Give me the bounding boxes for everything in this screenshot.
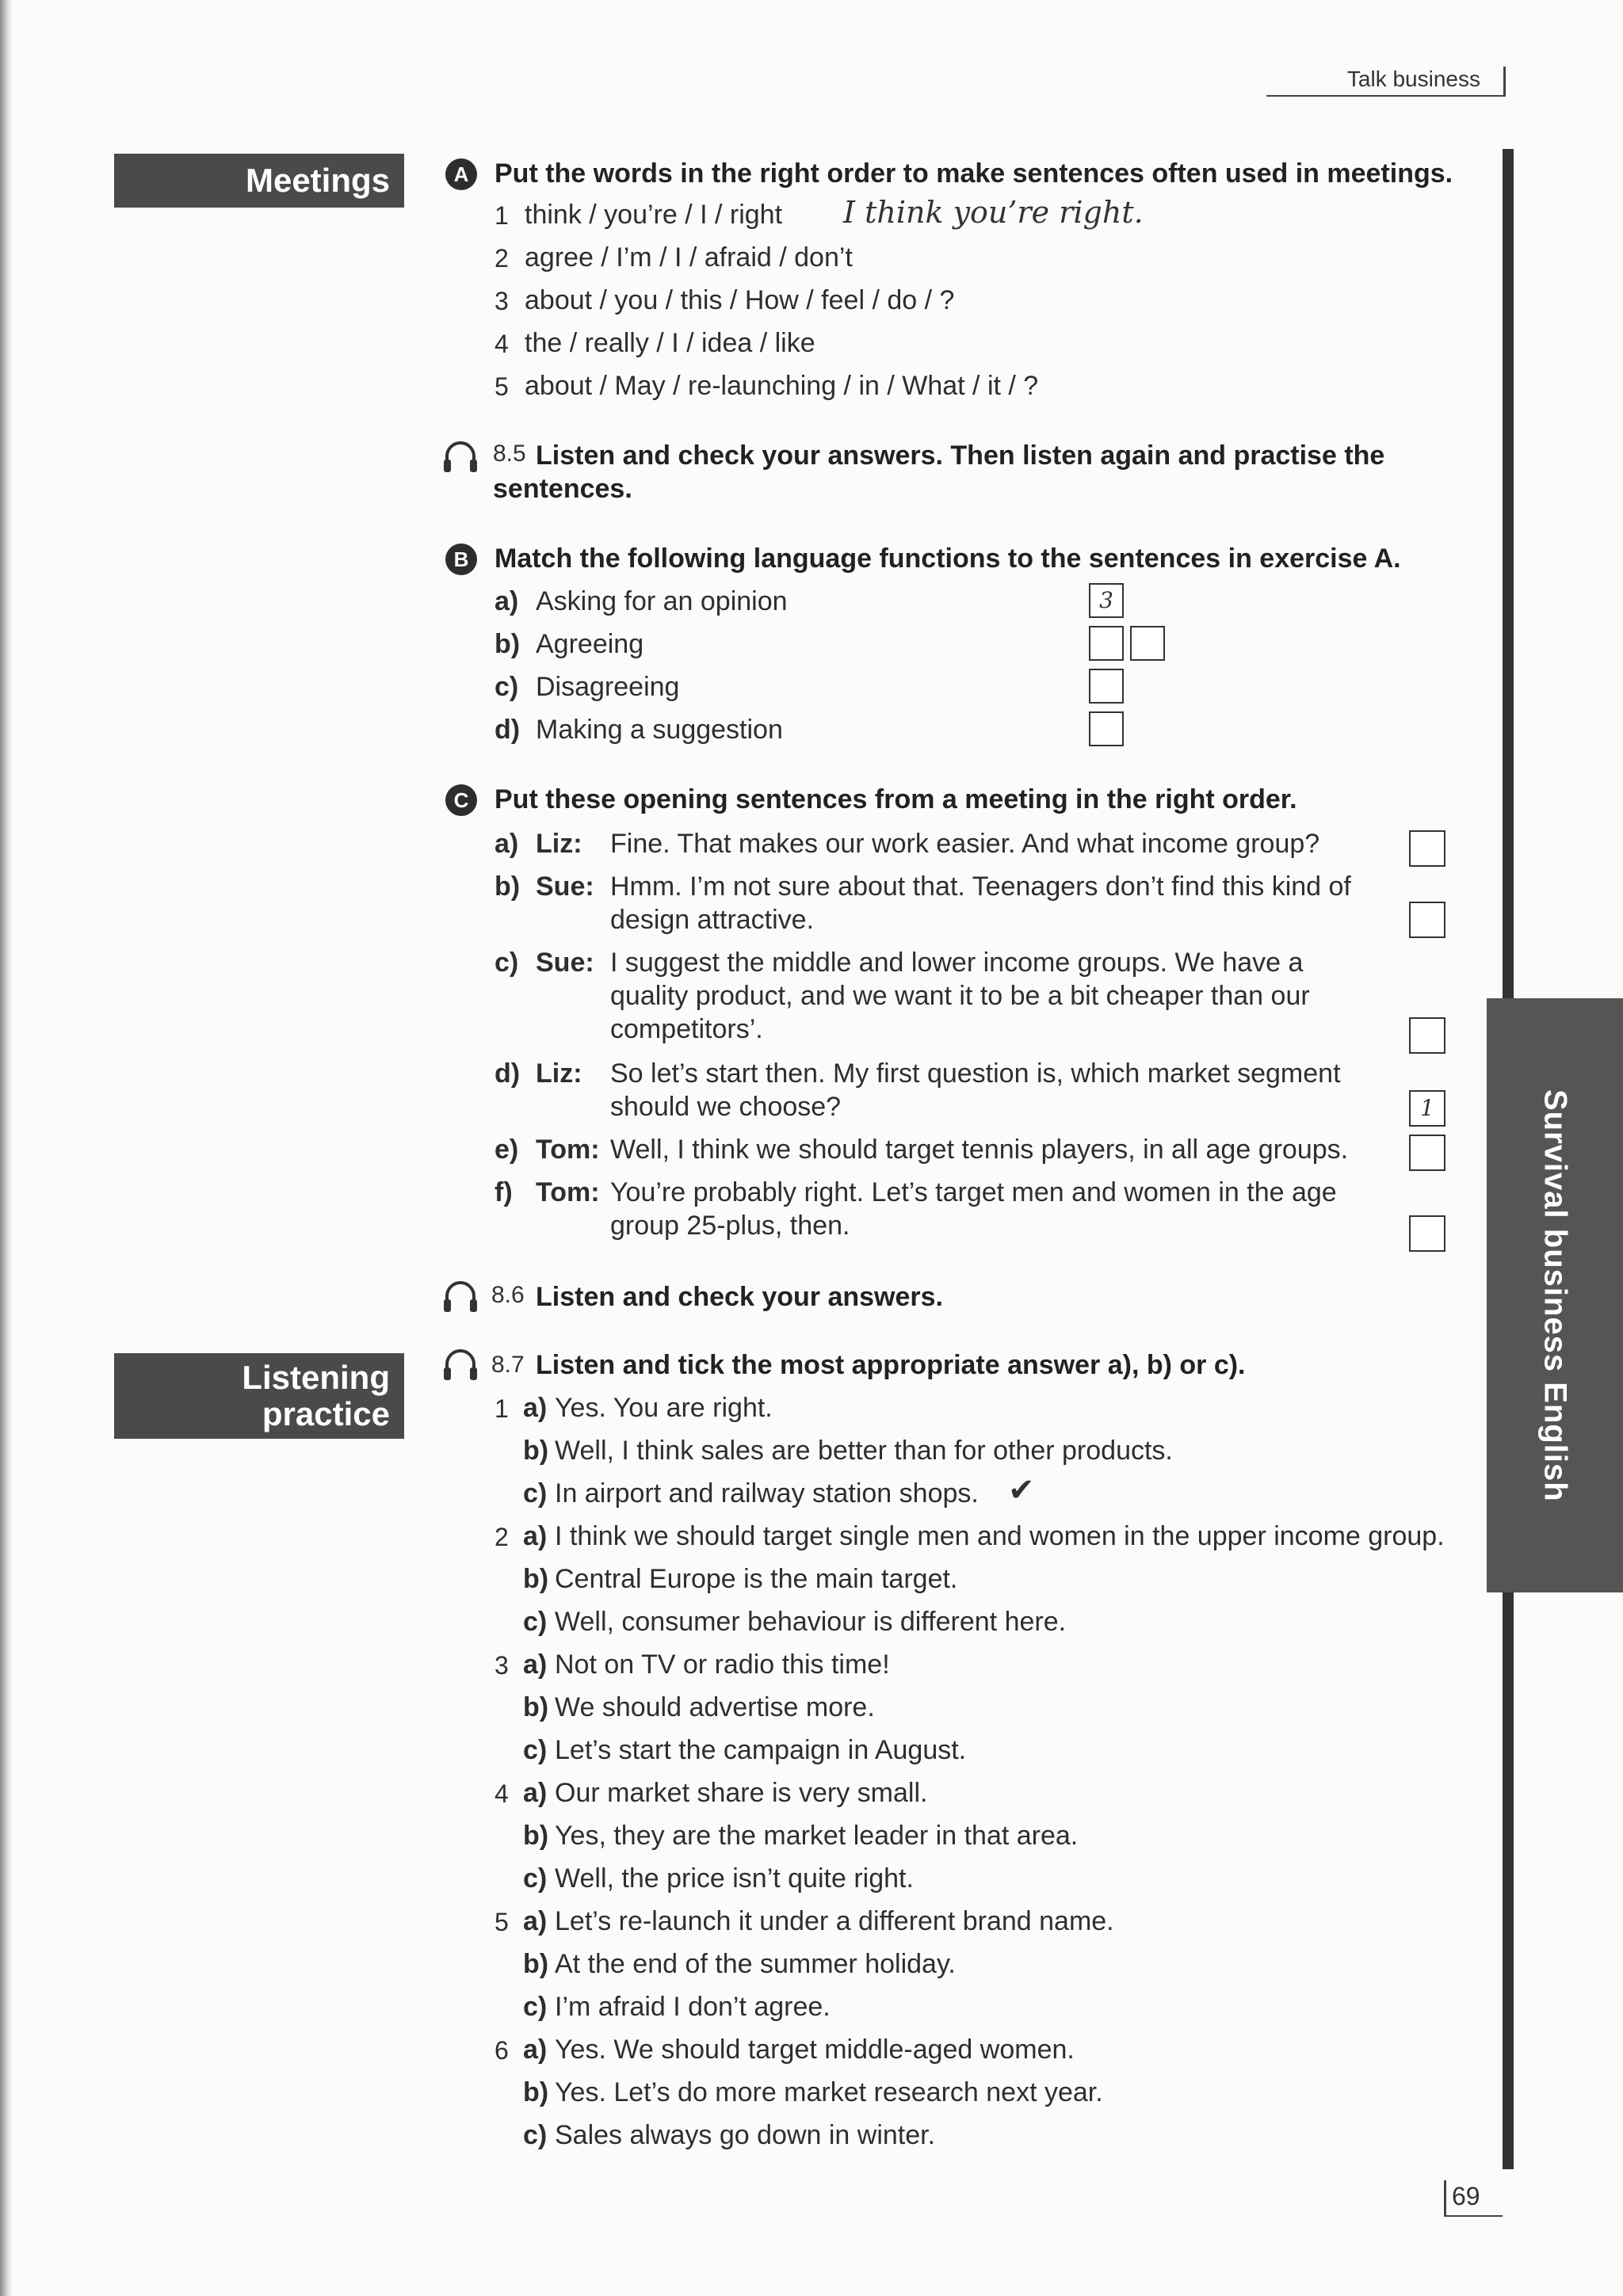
option-letter: c) [523, 1478, 548, 1508]
option-text: Let’s start the campaign in August. [555, 1735, 967, 1765]
exercise-c-heading: Put these opening sentences from a meeting in the right order. [495, 784, 1297, 814]
dialogue-line: Well, I think we should target tennis players, in all age groups. [610, 1135, 1349, 1165]
answer-box[interactable]: 3 [1089, 583, 1124, 618]
running-header: Talk business [1346, 67, 1480, 91]
order-box[interactable] [1409, 1135, 1445, 1171]
footer-tick [1444, 2180, 1446, 2215]
question-number: 4 [495, 1779, 509, 1808]
exercise-b-heading: Match the following language functions to the sentences in exercise A. [495, 543, 1401, 574]
dialogue-letter: a) [495, 829, 519, 859]
side-tab-label: Survival business English [1537, 1089, 1573, 1502]
item-number: 5 [495, 372, 509, 401]
handwritten-answer: I think you’re right. [843, 195, 1144, 230]
footer-rule [1444, 2215, 1503, 2217]
exercise-a-heading: Put the words in the right order to make sentences often used in meetings. [495, 158, 1453, 189]
track-number: 8.6 [491, 1282, 525, 1308]
tick-mark: ✔ [1008, 1472, 1035, 1508]
dialogue-speaker: Sue: [536, 948, 594, 978]
item-number: 3 [495, 287, 509, 315]
track-number: 8.7 [491, 1352, 525, 1378]
option-letter: b) [523, 1949, 549, 1979]
dialogue-speaker: Liz: [536, 1058, 582, 1089]
exercise-a-item-text: the / really / I / idea / like [525, 328, 815, 358]
headphones-icon [441, 1345, 480, 1383]
option-letter: a) [495, 586, 519, 616]
option-letter: a) [523, 1778, 548, 1808]
exercise-a-item-text: about / May / re-launching / in / What / it / ? [525, 371, 1039, 401]
option-letter: d) [495, 715, 521, 745]
question-number: 6 [495, 2036, 509, 2065]
question-number: 3 [495, 1651, 509, 1680]
option-letter: a) [523, 1393, 548, 1423]
answer-box[interactable] [1089, 669, 1124, 704]
dialogue-line: group 25-plus, then. [610, 1211, 850, 1241]
option-letter: a) [523, 1650, 548, 1680]
dialogue-letter: d) [495, 1058, 521, 1089]
header-rule [1266, 95, 1504, 97]
option-text: I’m afraid I don’t agree. [555, 1992, 831, 2022]
label-line-2: practice [262, 1395, 390, 1432]
option-text: Well, the price isn’t quite right. [555, 1863, 914, 1894]
dialogue-line: So let’s start then. My first question is, which market segment [610, 1058, 1341, 1089]
option-letter: b) [523, 1436, 549, 1466]
option-text: Well, I think sales are better than for other products. [555, 1436, 1173, 1466]
option-text: Yes. You are right. [555, 1393, 773, 1423]
dialogue-speaker: Liz: [536, 829, 582, 859]
page-number: 69 [1452, 2182, 1480, 2210]
option-text: Yes. We should target middle-aged women. [555, 2035, 1075, 2065]
option-letter: c) [523, 1607, 548, 1637]
option-text: At the end of the summer holiday. [555, 1949, 956, 1979]
dialogue-line: design attractive. [610, 905, 815, 935]
option-letter: c) [523, 2120, 548, 2150]
option-text: Let’s re-launch it under a different brand name. [555, 1906, 1114, 1936]
dialogue-speaker: Tom: [536, 1177, 600, 1207]
option-letter: c) [523, 1992, 548, 2022]
option-text: Yes. Let’s do more market research next year. [555, 2077, 1103, 2107]
option-letter: a) [523, 1521, 548, 1551]
option-text: Central Europe is the main target. [555, 1564, 958, 1594]
option-text: In airport and railway station shops. [555, 1478, 979, 1508]
dialogue-line: competitors’. [610, 1014, 763, 1044]
section-label-meetings: Meetings [114, 154, 404, 208]
function-label: Disagreeing [536, 672, 680, 702]
page-edge-shadow [0, 0, 13, 2296]
order-box[interactable]: 1 [1409, 1090, 1445, 1127]
exercise-a-item-text: think / you’re / I / right [525, 200, 783, 230]
question-number: 2 [495, 1523, 509, 1551]
option-letter: c) [523, 1735, 548, 1765]
option-text: Sales always go down in winter. [555, 2120, 936, 2150]
dialogue-letter: f) [495, 1177, 513, 1207]
exercise-c-badge: C [445, 784, 477, 816]
listen-instruction: Listen and check your answers. Then listen again and practise the [536, 441, 1385, 471]
headphones-icon [441, 437, 480, 475]
option-letter: c) [523, 1863, 548, 1894]
option-letter: b) [495, 629, 521, 659]
dialogue-letter: b) [495, 871, 521, 902]
header-tick [1503, 67, 1506, 97]
exercise-a-item-text: agree / I’m / I / afraid / don’t [525, 242, 853, 273]
question-number: 5 [495, 1908, 509, 1936]
exercise-a-badge: A [445, 158, 477, 190]
option-letter: b) [523, 1821, 549, 1851]
dialogue-line: quality product, and we want it to be a bit cheaper than our [610, 981, 1310, 1011]
option-letter: b) [523, 2077, 549, 2107]
item-number: 1 [495, 201, 509, 230]
option-text: Not on TV or radio this time! [555, 1650, 890, 1680]
dialogue-line: should we choose? [610, 1092, 842, 1122]
option-text: I think we should target single men and women in the upper income group. [555, 1521, 1445, 1551]
exercise-b-badge: B [445, 543, 477, 575]
answer-box[interactable] [1130, 626, 1165, 661]
order-box[interactable] [1409, 830, 1445, 867]
headphones-icon [441, 1277, 480, 1315]
option-text: Well, consumer behaviour is different here. [555, 1607, 1067, 1637]
option-text: We should advertise more. [555, 1692, 875, 1722]
option-letter: b) [523, 1564, 549, 1594]
dialogue-line: Fine. That makes our work easier. And what income group? [610, 829, 1320, 859]
listen-instruction: Listen and tick the most appropriate answer a), b) or c). [536, 1350, 1246, 1380]
exercise-a-item-text: about / you / this / How / feel / do / ? [525, 285, 955, 315]
item-number: 4 [495, 330, 509, 358]
function-label: Asking for an opinion [536, 586, 788, 616]
dialogue-letter: c) [495, 948, 519, 978]
order-box[interactable] [1409, 902, 1445, 938]
dialogue-letter: e) [495, 1135, 519, 1165]
listen-instruction: Listen and check your answers. [536, 1282, 943, 1312]
function-label: Making a suggestion [536, 715, 783, 745]
dialogue-speaker: Sue: [536, 871, 594, 902]
label-line-1: Listening [242, 1359, 390, 1396]
question-number: 1 [495, 1394, 509, 1423]
dialogue-line: You’re probably right. Let’s target men and women in the age [610, 1177, 1337, 1207]
answer-box[interactable] [1089, 711, 1124, 746]
dialogue-line: I suggest the middle and lower income groups. We have a [610, 948, 1304, 978]
option-letter: a) [523, 1906, 548, 1936]
dialogue-speaker: Tom: [536, 1135, 600, 1165]
option-text: Yes, they are the market leader in that area. [555, 1821, 1079, 1851]
order-box[interactable] [1409, 1215, 1445, 1252]
section-label-listening-practice [114, 1353, 404, 1439]
listen-instruction-cont: sentences. [493, 474, 632, 504]
item-number: 2 [495, 244, 509, 273]
order-box[interactable] [1409, 1017, 1445, 1054]
option-letter: b) [523, 1692, 549, 1722]
option-letter: a) [523, 2035, 548, 2065]
track-number: 8.5 [493, 441, 526, 467]
answer-box[interactable] [1089, 626, 1124, 661]
option-text: Our market share is very small. [555, 1778, 928, 1808]
function-label: Agreeing [536, 629, 644, 659]
option-letter: c) [495, 672, 519, 702]
dialogue-line: Hmm. I’m not sure about that. Teenagers don’t find this kind of [610, 871, 1351, 902]
